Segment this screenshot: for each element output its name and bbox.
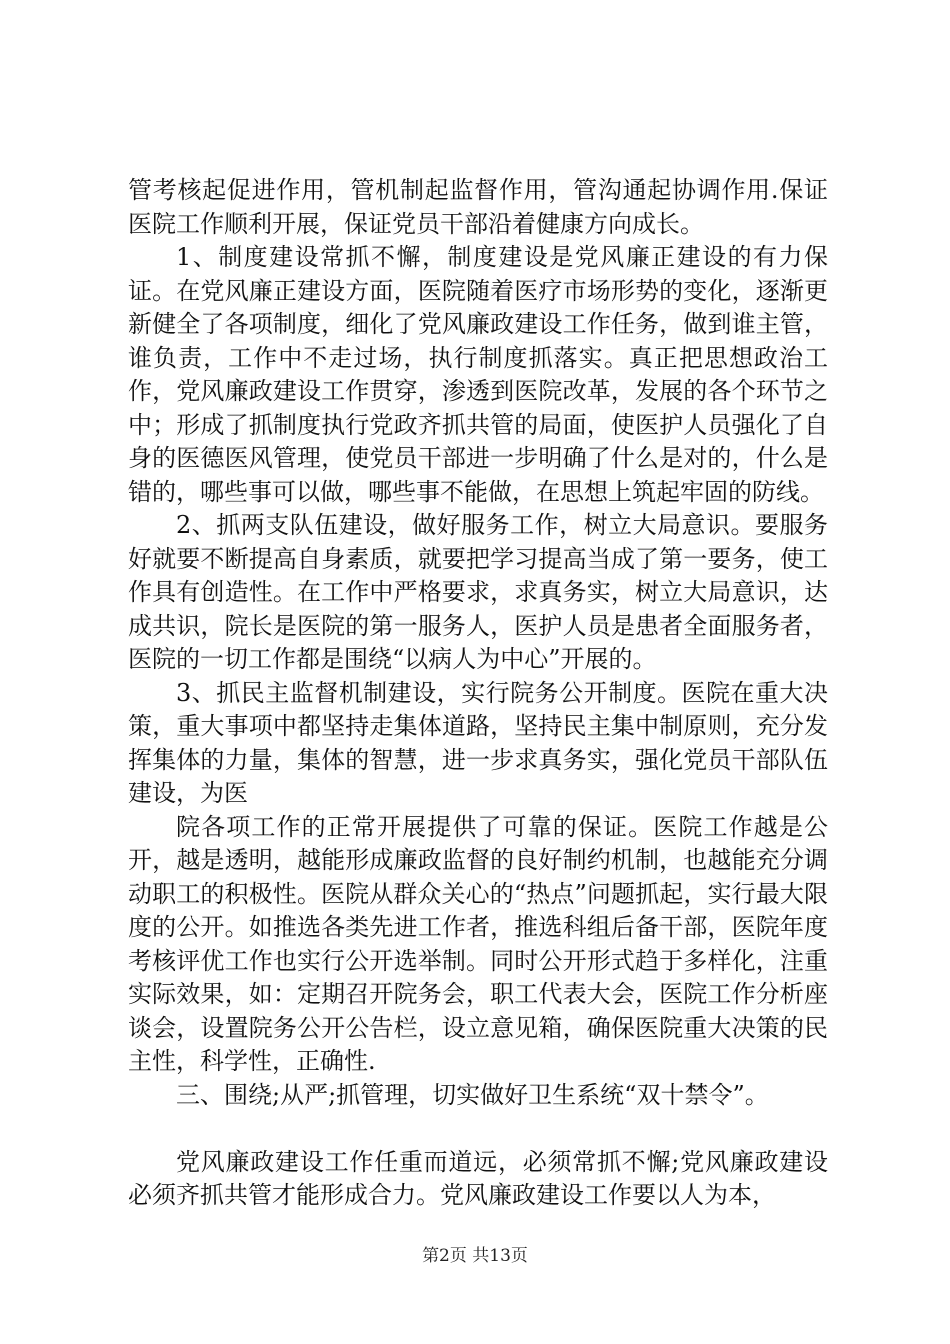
- paragraph-closing: 党风廉政建设工作任重而道远，必须常抓不懈;党风廉政建设必须齐抓共管才能形成合力。党风廉政建设工作要以人为本，: [128, 1147, 828, 1209]
- paragraph-item-2: 2、抓两支队伍建设，做好服务工作，树立大局意识。要服务好就要不断提高自身素质，就要把学习提高当成了第一要务，使工作具有创造性。在工作中严格要求，求真务实，树立大局意识，达成共识，院长是医院的第一服务人，医护人员是患者全面服务者，医院的一切工作都是围绕“以病人为中心”开展的。: [128, 511, 828, 673]
- paragraph-item-3: 3、抓民主监督机制建设，实行院务公开制度。医院在重大决策，重大事项中都坚持走集体道路，坚持民主集中制原则，充分发挥集体的力量，集体的智慧，进一步求真务实，强化党员干部队伍建设，为医: [128, 678, 828, 807]
- paragraph-item-3-continued: 院各项工作的正常开展提供了可靠的保证。医院工作越是公开，越是透明，越能形成廉政监督的良好制约机制，也越能充分调动职工的积极性。医院从群众关心的“热点”问题抓起，实行最大限度的公开。如推选各类先进工作者，推选科组后备干部，医院年度考核评优工作也实行公开选举制。同时公开形式趋于多样化，注重实际效果，如：定期召开院务会，职工代表大会，医院工作分析座谈会，设置院务公开公告栏，设立意见箱，确保医院重大决策的民主性，科学性，正确性.: [128, 812, 828, 1075]
- document-body: [128, 174, 828, 1213]
- paragraph-gap: [128, 1112, 828, 1146]
- section-heading-three: 三、围绕;从严;抓管理，切实做好卫生系统“双十禁令”。: [176, 1080, 769, 1109]
- paragraph-item-1: 1、制度建设常抓不懈，制度建设是党风廉正建设的有力保证。在党风廉正建设方面，医院随着医疗市场形势的变化，逐渐更新健全了各项制度，细化了党风廉政建设工作任务，做到谁主管，谁负责，工作中不走过场，执行制度抓落实。真正把思想政治工作，党风廉政建设工作贯穿，渗透到医院改革，发展的各个环节之中；形成了抓制度执行党政齐抓共管的局面，使医护人员强化了自身的医德医风管理，使党员干部进一步明确了什么是对的，什么是错的，哪些事可以做，哪些事不能做，在思想上筑起牢固的防线。: [128, 243, 828, 506]
- paragraph-intro: 管考核起促进作用，管机制起监督作用，管沟通起协调作用.保证医院工作顺利开展，保证党员干部沿着健康方向成长。: [128, 176, 828, 238]
- page-number-footer: 第2页 共13页: [422, 1246, 528, 1266]
